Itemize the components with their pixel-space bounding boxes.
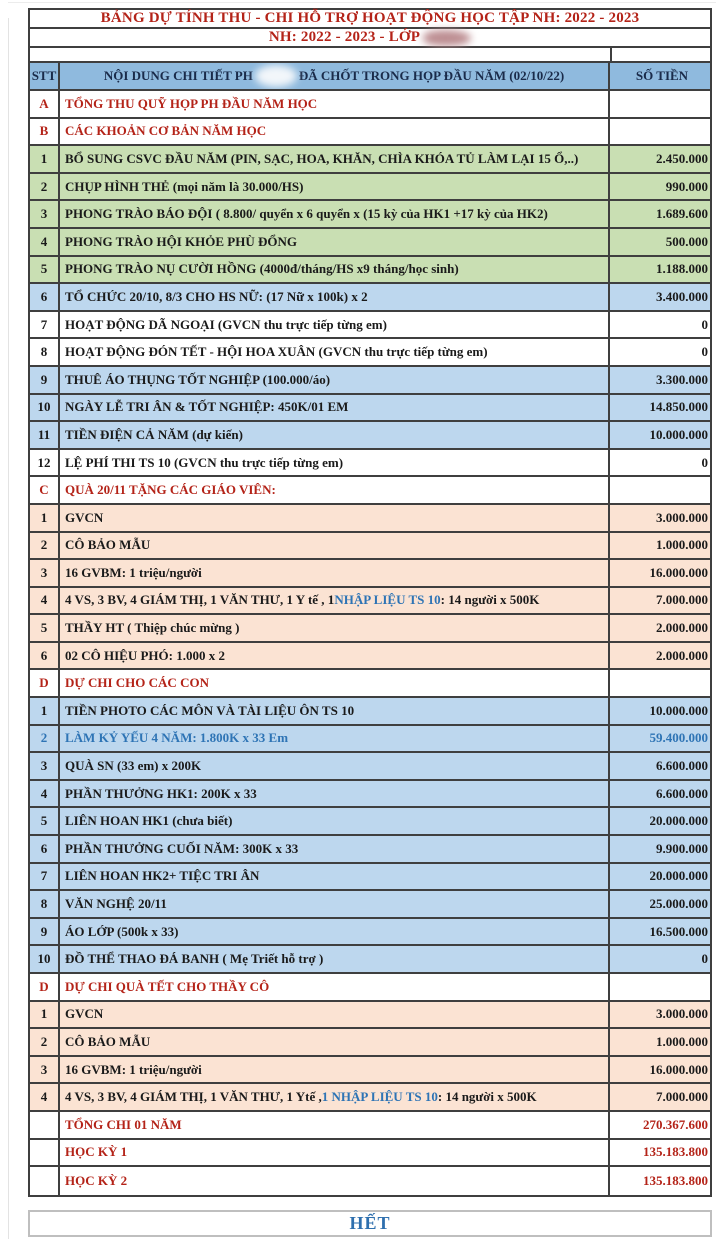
table-row — [30, 146, 710, 174]
row-amount: 16.000.000 — [649, 1061, 708, 1077]
row-amount: 0 — [701, 316, 708, 332]
row-content: GVCN — [60, 1002, 610, 1028]
row-amount: 7.000.000 — [656, 592, 708, 608]
page-edge — [8, 2, 716, 3]
row-amount: 16.000.000 — [649, 564, 708, 580]
table-row — [30, 119, 710, 147]
row-content: THUÊ ÁO THỤNG TỐT NGHIỆP (100.000/áo) — [60, 367, 610, 393]
row-stt: D — [30, 670, 60, 696]
row-amount: 20.000.000 — [649, 813, 708, 829]
row-amount: 20.000.000 — [649, 868, 708, 884]
row-content: HOẠT ĐỘNG DÃ NGOẠI (GVCN thu trực tiếp từng em) — [60, 312, 610, 338]
row-content: DỰ CHI QUÀ TẾT CHO THẦY CÔ — [60, 974, 610, 1000]
row-amount: 990.000 — [665, 178, 708, 194]
row-content: HỌC KỲ 2 — [60, 1167, 610, 1195]
table-row — [30, 974, 710, 1002]
row-amount — [610, 670, 714, 696]
row-content: PHẦN THƯỞNG CUỐI NĂM: 300K x 33 — [60, 836, 610, 862]
row-stt: 6 — [30, 284, 60, 310]
table-row — [30, 1112, 710, 1140]
row-stt: 8 — [30, 891, 60, 917]
title-text: NH: 2022 - 2023 - LỚP — [268, 29, 421, 45]
row-amount: 2.000.000 — [656, 647, 708, 663]
table-row — [30, 753, 710, 781]
table-row — [30, 643, 710, 671]
row-stt — [30, 1112, 60, 1138]
row-content: CÁC KHOẢN CƠ BẢN NĂM HỌC — [60, 119, 610, 145]
table-row — [30, 560, 710, 588]
row-amount: 6.600.000 — [656, 758, 708, 774]
row-stt: 9 — [30, 919, 60, 945]
row-amount — [610, 119, 714, 145]
table-row — [30, 726, 710, 754]
row-amount: 2.450.000 — [656, 150, 708, 166]
row-content: CHỤP HÌNH THẺ (mọi năm là 30.000/HS) — [60, 174, 610, 200]
row-content: CÔ BẢO MẪU — [60, 1029, 610, 1055]
row-amount — [610, 974, 714, 1000]
row-stt: 4 — [30, 781, 60, 807]
row-content-segment: : 14 người x 500K — [440, 592, 540, 608]
row-content: HOẠT ĐỘNG ĐÓN TẾT - HỘI HOA XUÂN (GVCN thu trực tiếp từng em) — [60, 339, 610, 365]
row-content: ĐỒ THỂ THAO ĐÁ BANH ( Mẹ Triết hỗ trợ ) — [60, 946, 610, 972]
table-row — [30, 533, 710, 561]
row-content: 16 GVBM: 1 triệu/người — [60, 560, 610, 586]
row-amount: 2.000.000 — [656, 620, 708, 636]
row-content: PHONG TRÀO NỤ CƯỜI HỒNG (4000đ/tháng/HS x9 tháng/học sinh) — [60, 257, 610, 283]
row-amount: 135.183.800 — [643, 1172, 708, 1188]
row-stt: 1 — [30, 505, 60, 531]
row-amount: 1.689.600 — [656, 206, 708, 222]
row-amount: 0 — [701, 951, 708, 967]
row-stt: 3 — [30, 753, 60, 779]
row-stt: 2 — [30, 726, 60, 752]
row-stt: B — [30, 119, 60, 145]
table-body — [30, 91, 710, 1195]
row-amount: 3.000.000 — [656, 1006, 708, 1022]
end-marker — [28, 1210, 712, 1237]
row-stt: 4 — [30, 588, 60, 614]
table-row — [30, 919, 710, 947]
spacer-row — [30, 48, 710, 63]
table-row — [30, 615, 710, 643]
row-amount: 59.400.000 — [649, 730, 708, 746]
table-row — [30, 91, 710, 119]
row-amount: 1.188.000 — [656, 261, 708, 277]
row-stt: 5 — [30, 257, 60, 283]
table-row — [30, 1029, 710, 1057]
table-row — [30, 1167, 710, 1195]
end-marker-label: HẾT — [349, 1212, 391, 1233]
row-stt: 12 — [30, 450, 60, 476]
row-amount: 270.367.600 — [643, 1116, 708, 1132]
row-content: TỔNG THU QUỸ HỌP PH ĐẦU NĂM HỌC — [60, 91, 610, 117]
row-content: LIÊN HOAN HK1 (chưa biết) — [60, 808, 610, 834]
row-content: LÀM KỶ YẾU 4 NĂM: 1.800K x 33 Em — [60, 726, 610, 752]
row-stt: C — [30, 477, 60, 503]
row-amount: 7.000.000 — [656, 1089, 708, 1105]
budget-table — [28, 8, 712, 1197]
row-stt: 4 — [30, 229, 60, 255]
row-amount: 16.500.000 — [649, 923, 708, 939]
table-row — [30, 864, 710, 892]
row-stt: 2 — [30, 533, 60, 559]
table-row — [30, 367, 710, 395]
row-amount: 14.850.000 — [649, 399, 708, 415]
row-stt: 9 — [30, 367, 60, 393]
row-stt: 4 — [30, 1084, 60, 1110]
row-amount — [610, 477, 714, 503]
row-content: TIỀN ĐIỆN CẢ NĂM (dự kiến) — [60, 422, 610, 448]
row-amount: 6.600.000 — [656, 785, 708, 801]
row-stt: 6 — [30, 643, 60, 669]
table-row — [30, 836, 710, 864]
row-stt — [30, 1167, 60, 1195]
row-amount: 9.900.000 — [656, 840, 708, 856]
row-stt: 5 — [30, 615, 60, 641]
row-content: BỔ SUNG CSVC ĐẦU NĂM (PIN, SẠC, HOA, KHĂN, CHÌA KHÓA TỦ LÀM LẠI 15 Ổ,..) — [60, 146, 610, 172]
header-content-left: NỘI DUNG CHI TIẾT PH — [103, 68, 253, 83]
table-row — [30, 450, 710, 478]
row-content: LỆ PHÍ THI TS 10 (GVCN thu trực tiếp từng em) — [60, 450, 610, 476]
row-content: 16 GVBM: 1 triệu/người — [60, 1057, 610, 1083]
row-content: VĂN NGHỆ 20/11 — [60, 891, 610, 917]
row-content-segment: : 14 người x 500K — [437, 1089, 537, 1105]
row-stt: 10 — [30, 395, 60, 421]
row-amount: 0 — [701, 454, 708, 470]
table-row — [30, 257, 710, 285]
row-content: TIỀN PHOTO CÁC MÔN VÀ TÀI LIỆU ÔN TS 10 — [60, 698, 610, 724]
row-content: ÁO LỚP (500k x 33) — [60, 919, 610, 945]
table-row — [30, 339, 710, 367]
row-content: TỔNG CHI 01 NĂM — [60, 1112, 610, 1138]
table-header-row — [30, 63, 710, 91]
table-row — [30, 808, 710, 836]
table-row — [30, 946, 710, 974]
table-row — [30, 229, 710, 257]
row-stt: 6 — [30, 836, 60, 862]
table-row — [30, 422, 710, 450]
table-row — [30, 505, 710, 533]
row-content — [60, 1084, 610, 1110]
title-text: BẢNG DỰ TÍNH THU - CHI HỖ TRỢ HOẠT ĐỘNG HỌC TẬP NH: 2022 - 2023 — [100, 10, 640, 26]
redaction-blur — [423, 30, 471, 46]
header-content-right: ĐÃ CHỐT TRONG HỌP ĐẦU NĂM (02/10/22) — [298, 68, 565, 83]
row-amount: 500.000 — [665, 233, 708, 249]
table-row — [30, 1057, 710, 1085]
table-row — [30, 1140, 710, 1168]
row-content: NGÀY LỄ TRI ÂN & TỐT NGHIỆP: 450K/01 EM — [60, 395, 610, 421]
header-content — [60, 63, 610, 89]
row-content: QUÀ 20/11 TẶNG CÁC GIÁO VIÊN: — [60, 477, 610, 503]
row-stt: 5 — [30, 808, 60, 834]
row-amount: 3.300.000 — [656, 371, 708, 387]
row-stt: 8 — [30, 339, 60, 365]
table-row — [30, 588, 710, 616]
row-content-segment: 4 VS, 3 BV, 4 GIÁM THỊ, 1 VĂN THƯ, 1 Ytế , — [65, 1089, 322, 1105]
row-stt: 3 — [30, 1057, 60, 1083]
row-content: GVCN — [60, 505, 610, 531]
row-stt: 1 — [30, 698, 60, 724]
row-amount: 0 — [701, 344, 708, 360]
row-stt: D — [30, 974, 60, 1000]
row-amount — [610, 91, 714, 117]
row-stt — [30, 1140, 60, 1166]
row-amount: 1.000.000 — [656, 537, 708, 553]
row-stt: 11 — [30, 422, 60, 448]
row-content: PHONG TRÀO BÁO ĐỘI ( 8.800/ quyển x 6 quyển x (15 kỳ của HK1 +17 kỳ của HK2) — [60, 201, 610, 227]
row-amount: 3.400.000 — [656, 288, 708, 304]
header-stt: STT — [30, 63, 60, 89]
row-amount: 135.183.800 — [643, 1144, 708, 1160]
row-content-segment: 4 VS, 3 BV, 4 GIÁM THỊ, 1 VĂN THƯ, 1 Y tế , 1 — [65, 592, 335, 608]
row-amount: 1.000.000 — [656, 1033, 708, 1049]
document-title-line1 — [30, 10, 710, 29]
table-row — [30, 698, 710, 726]
row-content-segment: NHẬP LIỆU TS 10 — [334, 592, 441, 608]
table-row — [30, 201, 710, 229]
row-content: THẦY HT ( Thiệp chúc mừng ) — [60, 615, 610, 641]
table-row — [30, 781, 710, 809]
row-content: PHẦN THƯỞNG HK1: 200K x 33 — [60, 781, 610, 807]
row-content: CÔ BẢO MẪU — [60, 533, 610, 559]
table-row — [30, 477, 710, 505]
row-content: DỰ CHI CHO CÁC CON — [60, 670, 610, 696]
row-stt: 1 — [30, 146, 60, 172]
row-content: PHONG TRÀO HỘI KHỎE PHÙ ĐỔNG — [60, 229, 610, 255]
row-content — [60, 588, 610, 614]
table-row — [30, 891, 710, 919]
row-amount: 10.000.000 — [649, 426, 708, 442]
row-stt: 2 — [30, 174, 60, 200]
row-amount: 25.000.000 — [649, 896, 708, 912]
table-row — [30, 395, 710, 423]
table-row — [30, 1084, 710, 1112]
row-stt: 3 — [30, 201, 60, 227]
spreadsheet — [28, 8, 712, 1237]
row-stt: 7 — [30, 312, 60, 338]
row-amount: 3.000.000 — [656, 509, 708, 525]
table-row — [30, 312, 710, 340]
redaction-blur — [255, 65, 297, 87]
row-stt: A — [30, 91, 60, 117]
table-row — [30, 670, 710, 698]
row-stt: 7 — [30, 864, 60, 890]
header-amount: SỐ TIỀN — [635, 68, 689, 83]
page-edge — [8, 18, 9, 1239]
row-stt: 1 — [30, 1002, 60, 1028]
row-amount: 10.000.000 — [649, 702, 708, 718]
row-content: QUÀ SN (33 em) x 200K — [60, 753, 610, 779]
row-content: 02 CÔ HIỆU PHÓ: 1.000 x 2 — [60, 643, 610, 669]
row-content: TỔ CHỨC 20/10, 8/3 CHO HS NỮ: (17 Nữ x 100k) x 2 — [60, 284, 610, 310]
row-stt: 3 — [30, 560, 60, 586]
row-stt: 10 — [30, 946, 60, 972]
row-content-segment: 1 NHẬP LIỆU TS 10 — [321, 1089, 438, 1105]
table-row — [30, 174, 710, 202]
row-content: LIÊN HOAN HK2+ TIỆC TRI ÂN — [60, 864, 610, 890]
row-content: HỌC KỲ 1 — [60, 1140, 610, 1166]
row-stt: 2 — [30, 1029, 60, 1055]
table-row — [30, 284, 710, 312]
table-row — [30, 1002, 710, 1030]
document-title-line2 — [30, 29, 710, 48]
column-divider — [610, 48, 612, 61]
